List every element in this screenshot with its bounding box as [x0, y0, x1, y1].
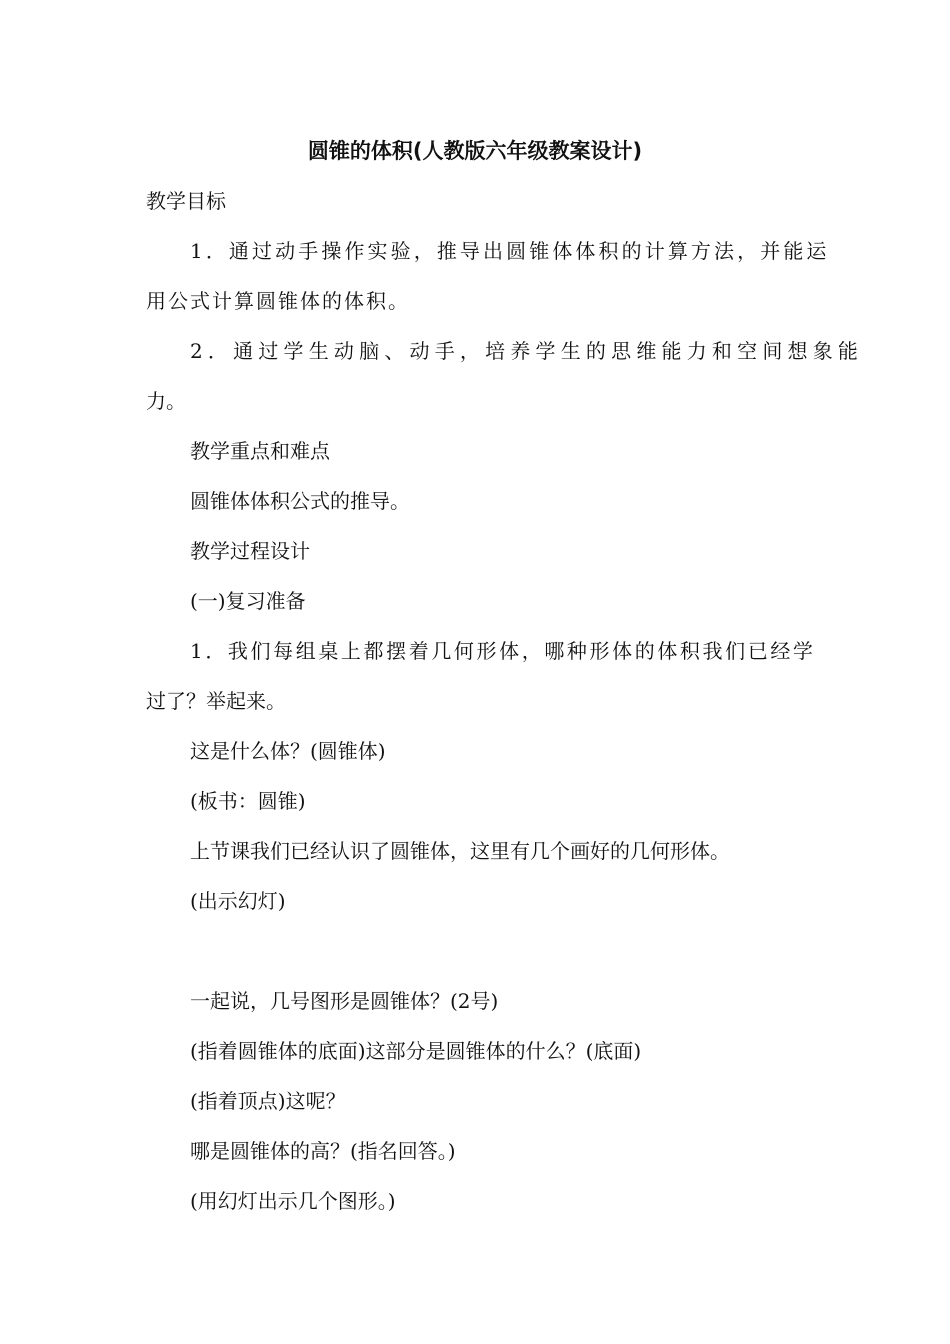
dialogue-line: 这是什么体？(圆锥体): [190, 739, 386, 763]
review-question-1-line-2: 过了？举起来。: [146, 689, 286, 713]
dialogue-line: 一起说，几号图形是圆锥体？(2号): [190, 989, 499, 1013]
section-heading-process: 教学过程设计: [190, 539, 310, 563]
document-title: 圆锥的体积(人教版六年级教案设计): [307, 139, 643, 163]
section-heading-objectives: 教学目标: [146, 189, 226, 213]
objective-2-line-2: 力。: [146, 389, 186, 413]
dialogue-line: (用幻灯出示几个图形。): [190, 1189, 396, 1213]
dialogue-line: 上节课我们已经认识了圆锥体，这里有几个画好的几何形体。: [190, 839, 730, 863]
dialogue-line: (出示幻灯): [190, 889, 286, 913]
review-question-1-line-1: 1．我们每组桌上都摆着几何形体，哪种形体的体积我们已经学: [190, 639, 816, 663]
subsection-heading-review: (一)复习准备: [190, 589, 306, 613]
dialogue-line: (指着圆锥体的底面)这部分是圆锥体的什么？(底面): [190, 1039, 642, 1063]
dialogue-line: 哪是圆锥体的高？(指名回答。): [190, 1139, 456, 1163]
section-heading-key-points: 教学重点和难点: [190, 439, 330, 463]
objective-2-line-1: 2．通过学生动脑、动手，培养学生的思维能力和空间想象能: [190, 339, 864, 363]
dialogue-line: (板书：圆锥): [190, 789, 306, 813]
objective-1-line-2: 用公式计算圆锥体的体积。: [146, 289, 410, 313]
objective-1-line-1: 1．通过动手操作实验，推导出圆锥体体积的计算方法，并能运: [190, 239, 830, 263]
dialogue-line: (指着顶点)这呢？: [190, 1089, 346, 1113]
key-point-text: 圆锥体体积公式的推导。: [190, 489, 410, 513]
